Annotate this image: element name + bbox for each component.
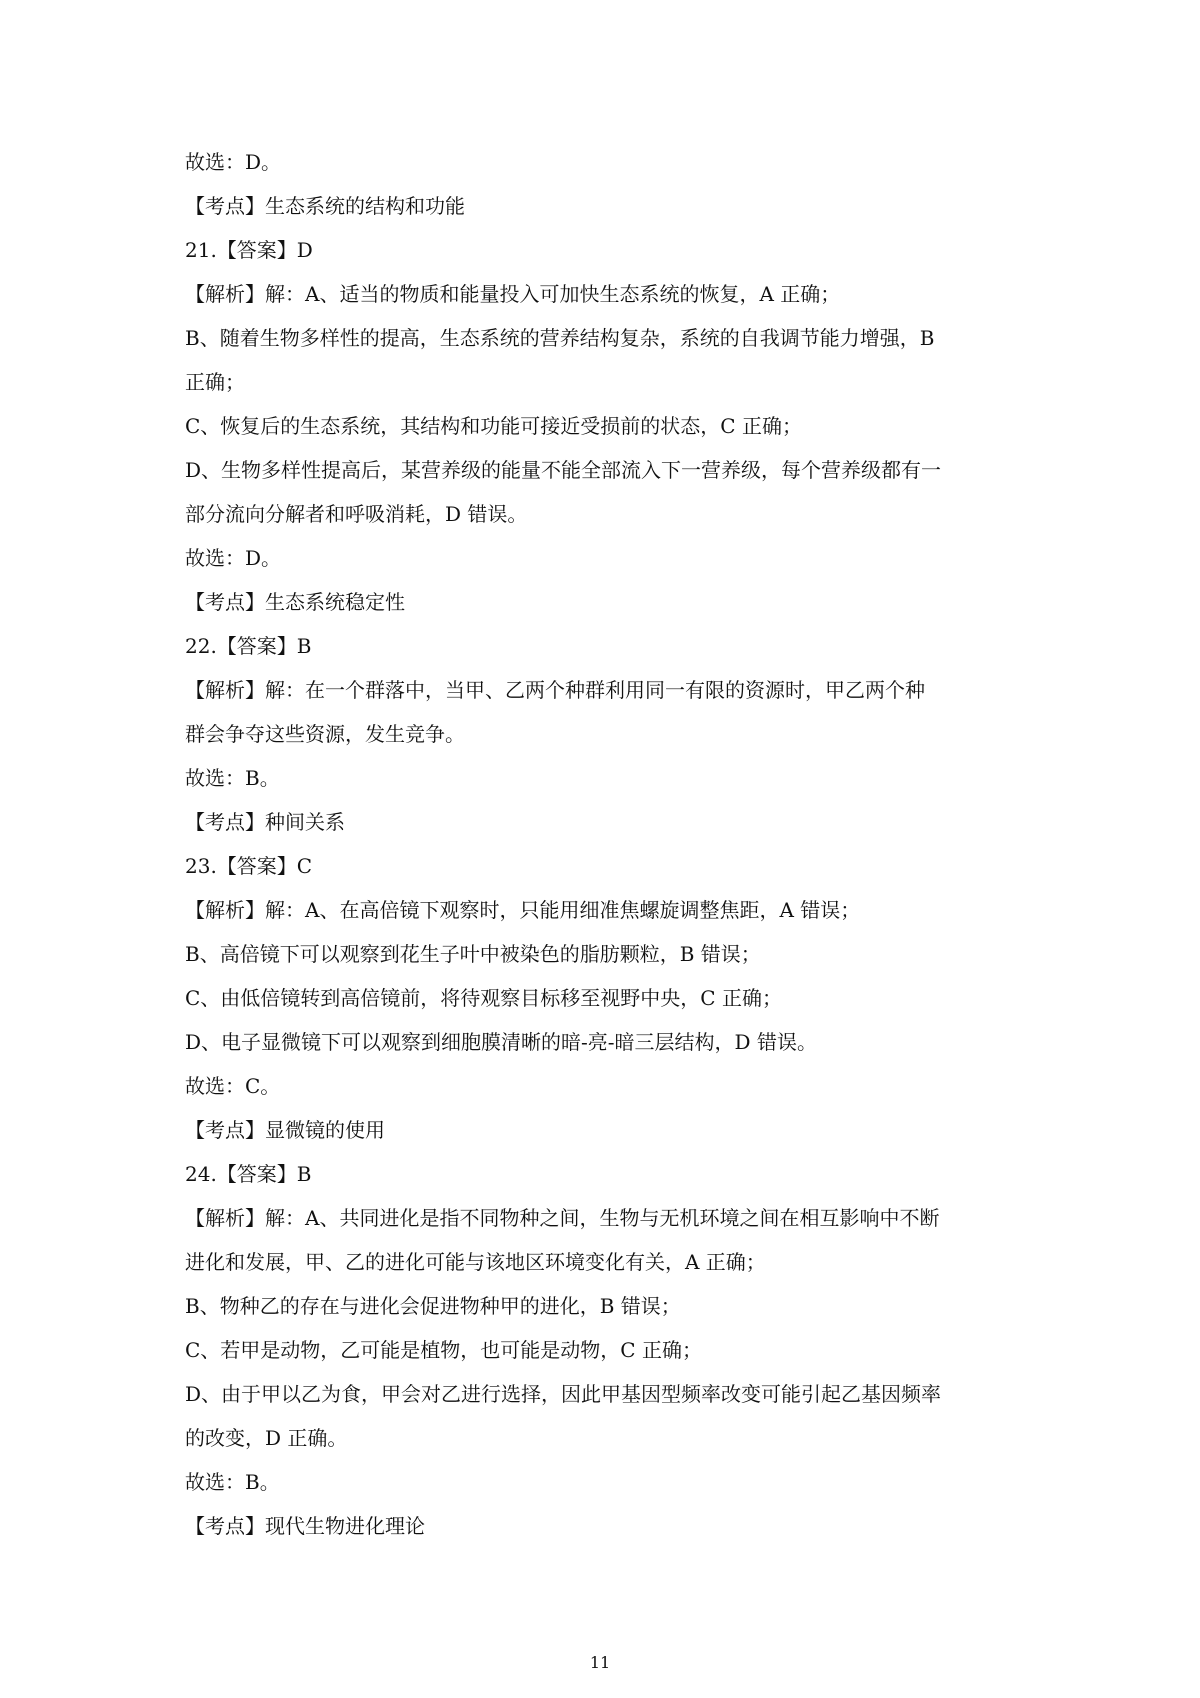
text-line: 24.【答案】B — [185, 1162, 312, 1186]
page-number: 11 — [589, 1653, 611, 1672]
text-line: 【解析】解：A、共同进化是指不同物种之间，生物与无机环境之间在相互影响中不断 — [185, 1206, 940, 1230]
answer-explanations — [185, 140, 1030, 1548]
text-line: D、生物多样性提高后，某营养级的能量不能全部流入下一营养级，每个营养级都有一 — [185, 458, 942, 482]
text-line: 的改变，D 正确。 — [185, 1426, 348, 1450]
text-line: C、恢复后的生态系统，其结构和功能可接近受损前的状态，C 正确； — [185, 414, 802, 438]
text-line: 【解析】解：A、适当的物质和能量投入可加快生态系统的恢复，A 正确； — [185, 282, 841, 306]
text-line: 故选：B。 — [185, 1470, 280, 1494]
text-line: D、由于甲以乙为食，甲会对乙进行选择，因此甲基因型频率改变可能引起乙基因频率 — [185, 1382, 942, 1406]
text-line: 进化和发展，甲、乙的进化可能与该地区环境变化有关，A 正确； — [185, 1250, 766, 1274]
text-line: B、随着生物多样性的提高，生态系统的营养结构复杂，系统的自我调节能力增强，B — [185, 326, 935, 350]
text-line: 【考点】生态系统稳定性 — [185, 590, 405, 614]
text-line: 故选：D。 — [185, 150, 282, 174]
text-line: 【考点】显微镜的使用 — [185, 1118, 385, 1142]
text-line: 故选：D。 — [185, 546, 282, 570]
text-line: 故选：C。 — [185, 1074, 281, 1098]
text-line: 【解析】解：A、在高倍镜下观察时，只能用细准焦螺旋调整焦距，A 错误； — [185, 898, 861, 922]
text-line: 【考点】现代生物进化理论 — [185, 1514, 425, 1538]
text-line: 正确； — [185, 370, 245, 394]
text-line: 故选：B。 — [185, 766, 280, 790]
text-line: 【解析】解：在一个群落中，当甲、乙两个种群利用同一有限的资源时，甲乙两个种 — [185, 678, 925, 702]
text-line: 群会争夺这些资源，发生竞争。 — [185, 722, 465, 746]
text-line: D、电子显微镜下可以观察到细胞膜清晰的暗-亮-暗三层结构，D 错误。 — [185, 1030, 817, 1054]
text-line: 23.【答案】C — [185, 854, 313, 878]
text-line: B、高倍镜下可以观察到花生子叶中被染色的脂肪颗粒，B 错误； — [185, 942, 761, 966]
text-line: B、物种乙的存在与进化会促进物种甲的进化，B 错误； — [185, 1294, 681, 1318]
text-line: 部分流向分解者和呼吸消耗，D 错误。 — [185, 502, 528, 526]
text-line: 21.【答案】D — [185, 238, 313, 262]
text-line: 22.【答案】B — [185, 634, 312, 658]
text-line: C、由低倍镜转到高倍镜前，将待观察目标移至视野中央，C 正确； — [185, 986, 782, 1010]
text-line: 【考点】生态系统的结构和功能 — [185, 194, 465, 218]
text-line: C、若甲是动物，乙可能是植物，也可能是动物，C 正确； — [185, 1338, 702, 1362]
text-line: 【考点】种间关系 — [185, 810, 345, 834]
